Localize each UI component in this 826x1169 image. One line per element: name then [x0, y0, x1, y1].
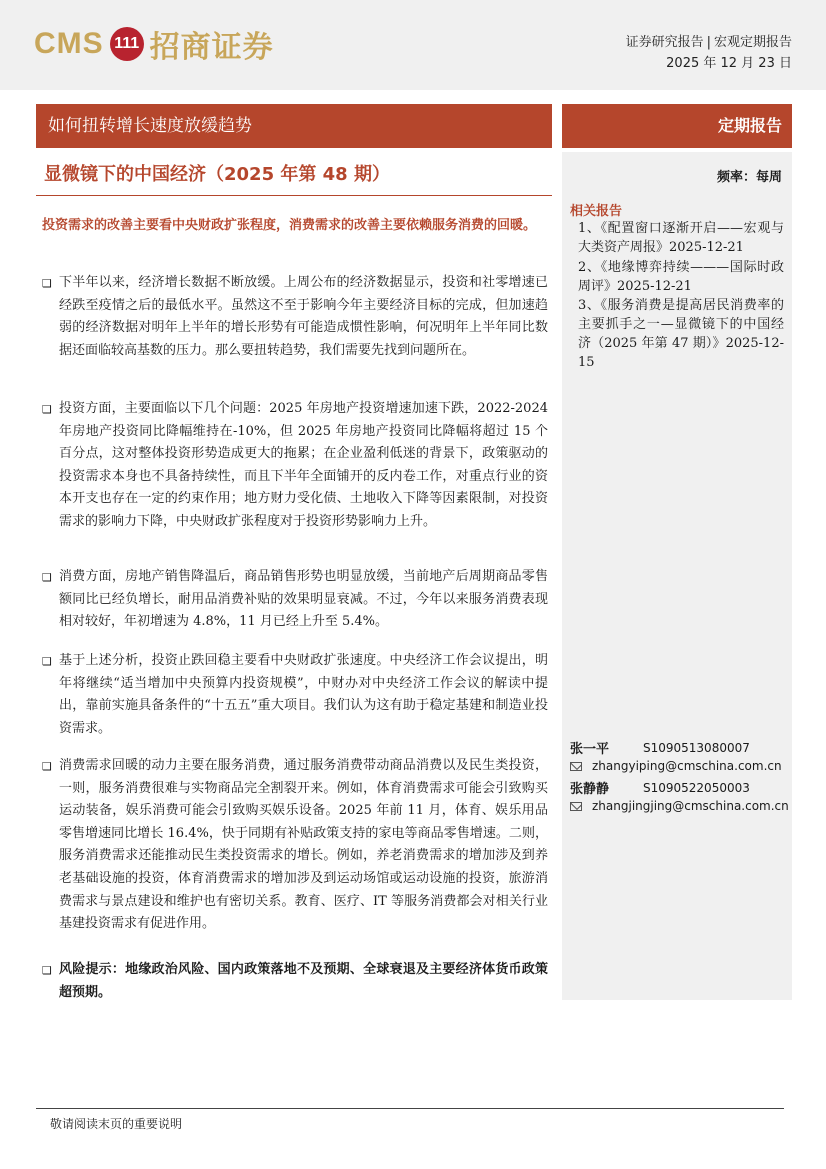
- report-type: 定期报告: [562, 104, 792, 148]
- author-name: 张一平: [570, 742, 610, 757]
- author-license: S1090522050003: [643, 780, 750, 795]
- bullet-icon: ❑: [42, 571, 52, 584]
- logo-company-name: 招商证券: [149, 30, 274, 65]
- paragraph: [42, 272, 548, 362]
- related-report-link[interactable]: 1、《配置窗口逐渐开启——宏观与大类资产周报》2025-12-21: [578, 221, 784, 255]
- page-subtitle: 显微镜下的中国经济（2025 年第 48 期）: [44, 164, 390, 185]
- paragraph-text: 消费需求回暖的动力主要在服务消费，通过服务消费带动商品消费以及民生类投资，一则，服务消费很难与实物商品完全割裂开来。例如，体育消费需求可能会引致购买运动装备，娱乐消费可能会引致购买娱乐设备。2025 年前 11 月，体育、娱乐用品零售增速同比增长 16.4%，快于同期有补贴政策支持的家电等商品零售增速。二则，服务消费需求还能推动民生类投资需求的增长。例如，养老消费需求的增加涉及到养老基础设施的投资，体育消费需求的增加涉及到运动场馆或运动设施的投资，旅游消费需求与景点建设和维护也有密切关系。教育、医疗、IT 等服务消费都会对相关行业基建投资需求有促进作用。: [59, 758, 548, 932]
- summary-text: 投资需求的改善主要看中央财政扩张程度，消费需求的改善主要依赖服务消费的回暖。: [42, 218, 537, 233]
- related-report-link[interactable]: 2、《地缘博弈持续———国际时政周评》2025-12-21: [578, 260, 784, 294]
- bullet-icon: ❑: [42, 403, 52, 416]
- author-license: S1090513080007: [643, 740, 750, 755]
- bullet-icon: ❑: [42, 277, 52, 290]
- author-email-row[interactable]: [570, 759, 782, 773]
- report-subcategory: 宏观定期报告: [713, 35, 792, 50]
- author-email[interactable]: zhangyiping@cmschina.com.cn: [592, 759, 782, 773]
- paragraph-text: 消费方面，房地产销售降温后，商品销售形势也明显放缓，当前地产后周期商品零售额同比已经负增长，耐用品消费补贴的效果明显衰减。不过，今年以来服务消费表现相对较好，年初增速为 4.8%，11 月已经上升至 5.4%。: [59, 569, 548, 630]
- footer-note: 敬请阅读末页的重要说明: [50, 1117, 183, 1131]
- paragraph: [42, 398, 548, 534]
- author-row: [570, 738, 750, 757]
- risk-warning: [42, 959, 548, 1004]
- bullet-icon: ❑: [42, 760, 52, 773]
- paragraph-text: 基于上述分析，投资止跌回稳主要看中央财政扩张速度。中央经济工作会议提出，明年将继续“适当增加中央预算内投资规模”，中财办对中央经济工作会议的解读中提出，靠前实施具备条件的“十五五”重大项目。我们认为这有助于稳定基建和制造业投资需求。: [59, 653, 548, 736]
- author-name: 张静静: [570, 782, 610, 797]
- paragraph: [42, 566, 548, 634]
- author-email[interactable]: zhangjingjing@cmschina.com.cn: [592, 799, 789, 813]
- frequency-label: 频率：每周: [716, 170, 782, 185]
- bullet-icon: ❑: [42, 964, 52, 977]
- related-report-link[interactable]: 3、《服务消费是提高居民消费率的主要抓手之一—显微镜下的中国经济（2025 年第 47 期）》2025-12-15: [578, 298, 784, 370]
- paragraph-text: 投资方面，主要面临以下几个问题：2025 年房地产投资增速加速下跌，2022-2024 年房地产投资同比降幅维持在-10%，但 2025 年房地产投资同比降幅将超过 15 个百分点，这对整体投资形势造成更大的拖累；在企业盈利低迷的背景下，政策驱动的投资需求本身也不具备持续性，而且下半年全面铺开的反内卷工作，对重点行业的资本开支也存在一定的约束作用；地方财力受化债、土地收入下降等因素限制，对投资需求的影响力下降，中央财政扩张程度对于投资形势影响力上升。: [59, 401, 548, 529]
- paragraph-text: 下半年以来，经济增长数据不断放缓。上周公布的经济数据显示，投资和社零增速已经跌至疫情之后的最低水平。虽然这不至于影响今年主要经济目标的完成，但加速趋弱的经济数据对明年上半年的增长形势有可能造成惯性影响，何况明年上半年同比数据还面临较高基数的压力。那么要扭转趋势，我们需要先找到问题所在。: [59, 275, 548, 358]
- brand-logo: [34, 24, 274, 64]
- footer-divider: [36, 1108, 784, 1109]
- logo-cms-text: CMS: [34, 27, 104, 60]
- subtitle-divider: [36, 195, 552, 196]
- report-category: 证券研究报告: [625, 35, 704, 50]
- email-icon: [570, 762, 582, 771]
- report-meta: 证券研究报告 | 宏观定期报告 2025 年 12 月 23 日: [626, 32, 792, 74]
- report-date: 2025 年 12 月 23 日: [666, 56, 792, 71]
- risk-text: 风险提示：地缘政治风险、国内政策落地不及预期、全球衰退及主要经济体货币政策超预期。: [59, 962, 548, 1000]
- paragraph: [42, 755, 548, 936]
- paragraph: [42, 650, 548, 740]
- author-row: [570, 778, 750, 797]
- report-title: 如何扭转增长速度放缓趋势: [36, 104, 552, 148]
- logo-badge-icon: 111: [110, 27, 144, 61]
- bullet-icon: ❑: [42, 655, 52, 668]
- related-reports-title: 相关报告: [570, 204, 623, 219]
- email-icon: [570, 802, 582, 811]
- author-email-row[interactable]: [570, 799, 789, 813]
